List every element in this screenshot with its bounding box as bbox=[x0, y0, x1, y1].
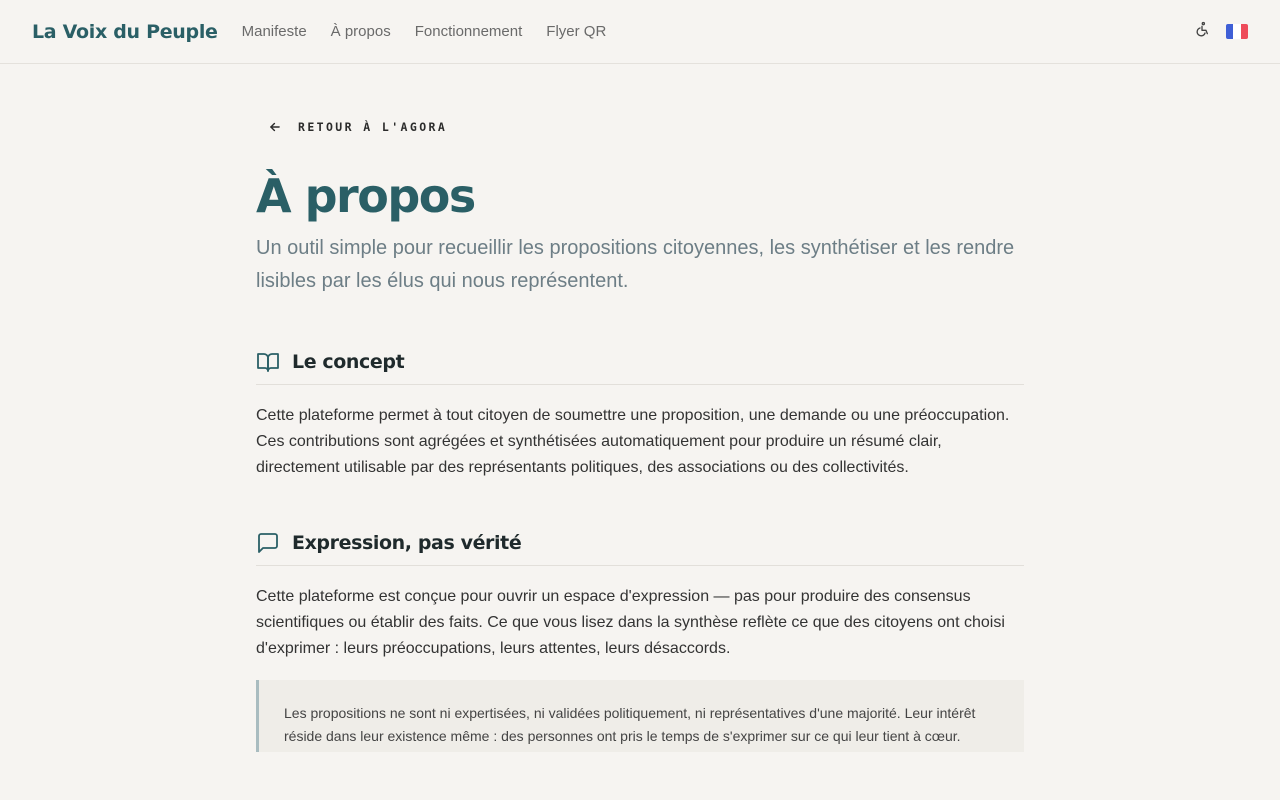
nav-link-fonctionnement[interactable]: Fonctionnement bbox=[414, 23, 523, 40]
nav-link-manifeste[interactable]: Manifeste bbox=[241, 23, 307, 40]
book-open-icon bbox=[256, 350, 280, 374]
brand-logo[interactable]: La Voix du Peuple bbox=[32, 20, 218, 43]
section-title: Le concept bbox=[292, 351, 405, 373]
main-content bbox=[256, 64, 1024, 752]
top-navbar bbox=[0, 0, 1280, 64]
page-title: À propos bbox=[256, 169, 475, 223]
section-header bbox=[256, 350, 1024, 385]
section-concept bbox=[256, 350, 1024, 481]
nav-link-flyer-qr[interactable]: Flyer QR bbox=[546, 23, 607, 40]
page-lead: Un outil simple pour recueillir les propositions citoyennes, les synthétiser et les rendre lisibles par les élus qui nous représentent. bbox=[256, 237, 1015, 292]
section-expression bbox=[256, 531, 1024, 752]
section-body: Cette plateforme est conçue pour ouvrir un espace d'expression — pas pour produire des consensus scientifiques ou établir des faits. Ce que vous lisez dans la synthèse reflète ce que des citoyens ont choisi d'exprimer : leurs préoccupations, leurs attentes, leurs désaccords. bbox=[256, 588, 1005, 657]
section-header bbox=[256, 531, 1024, 566]
back-to-agora-link[interactable] bbox=[268, 120, 1024, 134]
disclaimer-quote: Les propositions ne sont ni expertisées, ni validées politiquement, ni représentatives d'une majorité. Leur intérêt réside dans leur existence même : des personnes ont pris le temps de s'exprimer sur ce qui leur tient à cœur. bbox=[256, 680, 1024, 752]
back-link-label: RETOUR À L'AGORA bbox=[298, 120, 448, 134]
section-body: Cette plateforme permet à tout citoyen de soumettre une proposition, une demande ou une préoccupation. Ces contributions sont agrégées et synthétisées automatiquement pour produire un résumé clair, directement utilisable par des représentants politiques, des associations ou des collectivités. bbox=[256, 407, 1010, 476]
message-square-icon bbox=[256, 531, 280, 555]
main-nav bbox=[242, 23, 607, 40]
france-flag-icon[interactable] bbox=[1226, 24, 1248, 39]
nav-link-a-propos[interactable]: À propos bbox=[330, 23, 391, 40]
header-actions bbox=[1194, 21, 1248, 42]
wheelchair-icon[interactable] bbox=[1194, 21, 1210, 42]
section-title: Expression, pas vérité bbox=[292, 532, 522, 554]
arrow-left-icon bbox=[268, 120, 282, 134]
